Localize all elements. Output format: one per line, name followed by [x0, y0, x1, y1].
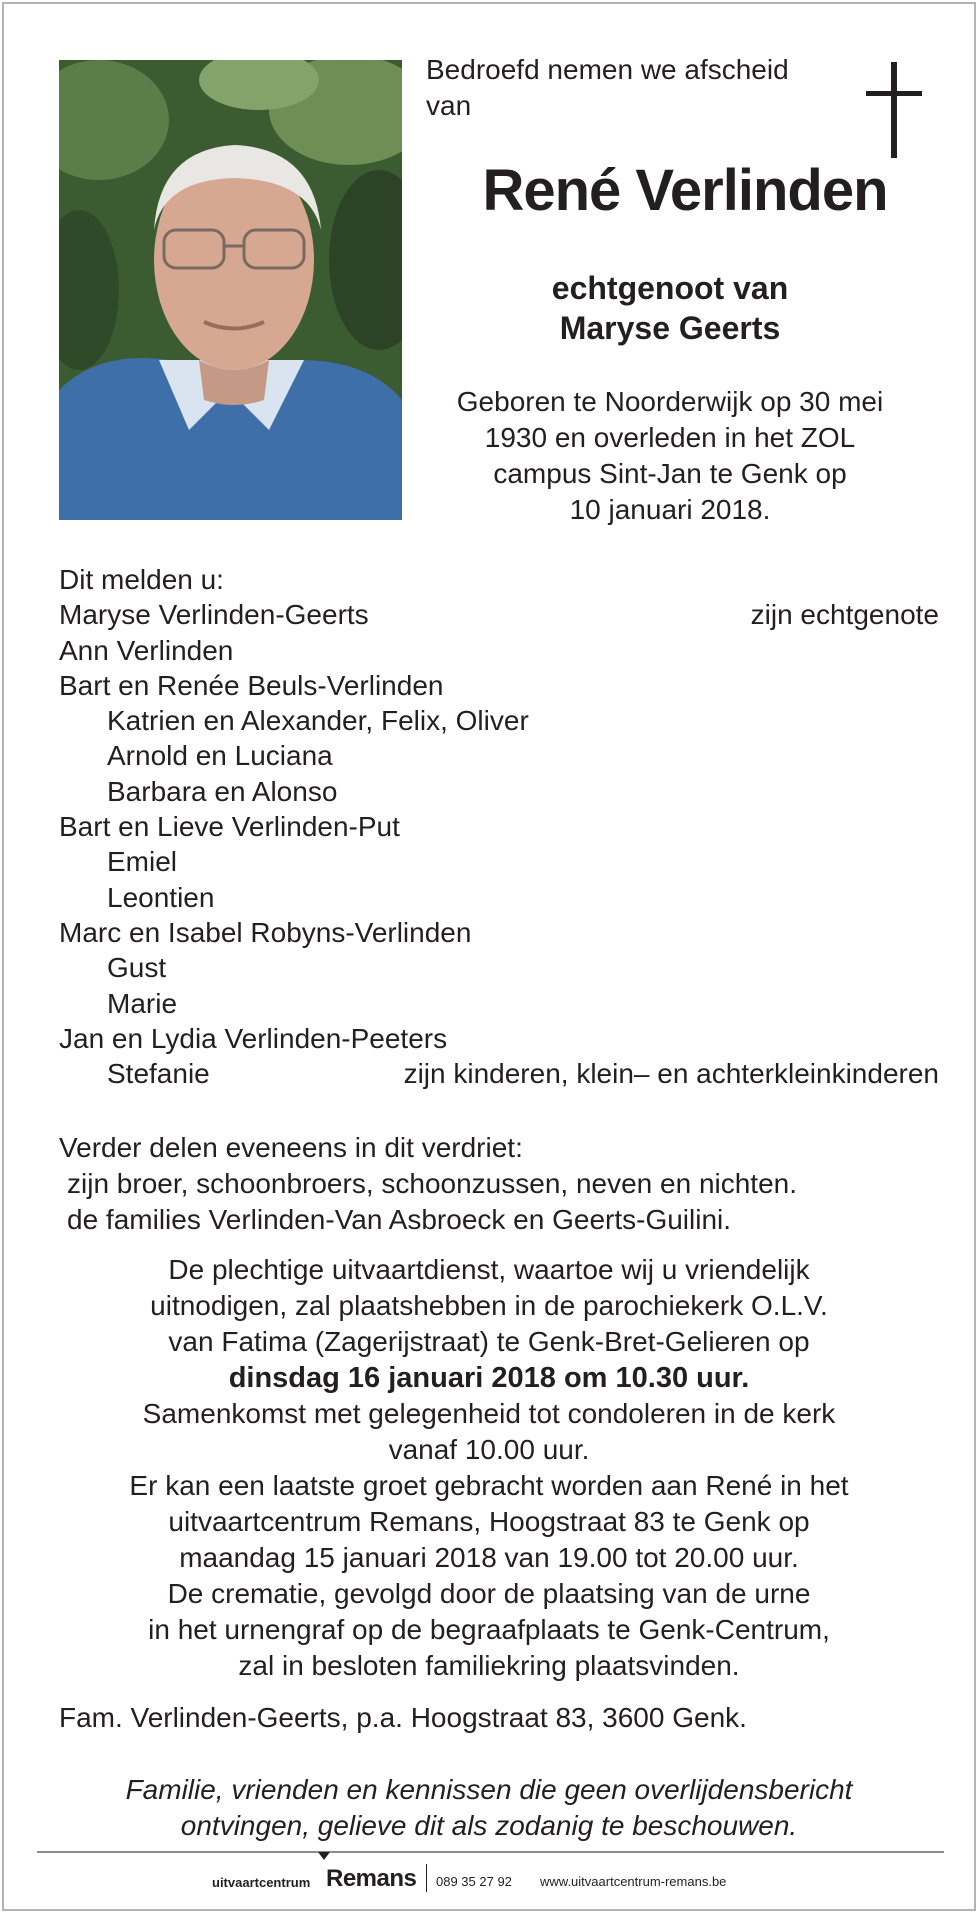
- birth-line: 1930 en overleden in het ZOL: [484, 422, 856, 453]
- footer-divider: [37, 1851, 944, 1853]
- triangle-marker-icon: [318, 1852, 330, 1860]
- family-list: [59, 562, 939, 1091]
- portrait-photo: [59, 60, 402, 520]
- family-entry: Jan en Lydia Verlinden-Peeters: [59, 1022, 448, 1054]
- service-line: in het urnengraf op de begraafplaats te Genk-Centrum,: [148, 1614, 830, 1645]
- family-entry-grandchild: Marie: [107, 987, 178, 1019]
- footer-phone: 089 35 27 92: [436, 1874, 512, 1889]
- share-line: de families Verlinden-Van Asbroeck en Geerts-Guilini.: [67, 1204, 732, 1235]
- intro-line-1: Bedroefd nemen we afscheid: [426, 54, 789, 85]
- service-line: De plechtige uitvaartdienst, waartoe wij u vriendelijk: [168, 1254, 810, 1285]
- footer-brand-name: Remans: [326, 1865, 417, 1892]
- spouse-label: echtgenoot van: [551, 270, 789, 306]
- family-entry-relation: zijn echtgenote: [750, 599, 939, 631]
- notice-line: Familie, vrienden en kennissen die geen overlijdensbericht: [125, 1774, 853, 1805]
- family-entry: Ann Verlinden: [59, 634, 234, 666]
- service-date: dinsdag 16 januari 2018 om 10.30 uur.: [228, 1362, 750, 1394]
- share-grief-block: [59, 1130, 939, 1238]
- family-entry-grandchild: Leontien: [107, 881, 215, 913]
- spouse-name: Maryse Geerts: [559, 310, 781, 346]
- family-entry-grandchild: Katrien en Alexander, Felix, Oliver: [107, 705, 529, 737]
- notice-line: ontvingen, gelieve dit als zodanig te beschouwen.: [180, 1810, 798, 1841]
- share-heading: Verder delen eveneens in dit verdriet:: [59, 1132, 523, 1163]
- family-entry-relation: zijn kinderen, klein– en achterkleinkinderen: [403, 1058, 939, 1090]
- footer: [212, 1858, 772, 1898]
- intro-text: [426, 52, 856, 124]
- service-line: maandag 15 januari 2018 van 19.00 tot 20.00 uur.: [179, 1542, 799, 1573]
- family-entry-grandchild: Barbara en Alonso: [107, 775, 338, 807]
- service-line: uitvaartcentrum Remans, Hoogstraat 83 te Genk op: [168, 1506, 810, 1537]
- share-line: zijn broer, schoonbroers, schoonzussen, neven en nichten.: [67, 1168, 798, 1199]
- family-entry: Bart en Renée Beuls-Verlinden: [59, 669, 444, 701]
- family-address: Fam. Verlinden-Geerts, p.a. Hoogstraat 83, 3600 Genk.: [59, 1702, 747, 1733]
- family-entry-grandchild: Arnold en Luciana: [107, 740, 333, 772]
- family-entry: [59, 597, 939, 632]
- footer-brand-small: uitvaartcentrum: [212, 1875, 311, 1890]
- spouse-block: [470, 268, 870, 348]
- service-info: [59, 1252, 919, 1684]
- family-entry: Marc en Isabel Robyns-Verlinden: [59, 916, 472, 948]
- service-line: Er kan een laatste groet gebracht worden aan René in het: [129, 1470, 849, 1501]
- intro-line-2: van: [426, 90, 472, 121]
- birth-line: 10 januari 2018.: [569, 494, 771, 525]
- family-entry-grandchild: [59, 1056, 939, 1091]
- service-line: De crematie, gevolgd door de plaatsing van de urne: [167, 1578, 811, 1609]
- family-entry-grandchild: Gust: [107, 952, 167, 984]
- family-heading: Dit melden u:: [59, 564, 224, 595]
- service-line: van Fatima (Zagerijstraat) te Genk-Bret-Gelieren op: [168, 1326, 810, 1357]
- service-line: zal in besloten familiekring plaatsvinden.: [238, 1650, 740, 1681]
- family-entry: Bart en Lieve Verlinden-Put: [59, 811, 400, 843]
- service-line: Samenkomst met gelegenheid tot condoleren in de kerk: [142, 1398, 836, 1429]
- deceased-name: René Verlinden: [482, 158, 888, 223]
- footer-website[interactable]: www.uitvaartcentrum-remans.be: [540, 1874, 727, 1889]
- closing-notice: [59, 1772, 919, 1844]
- service-line: vanaf 10.00 uur.: [388, 1434, 590, 1465]
- footer-separator: [426, 1864, 427, 1892]
- birth-line: Geboren te Noorderwijk op 30 mei: [456, 386, 884, 417]
- cross-icon: [864, 62, 924, 160]
- birth-line: campus Sint-Jan te Genk op: [493, 458, 847, 489]
- service-line: uitnodigen, zal plaatshebben in de parochiekerk O.L.V.: [150, 1290, 828, 1321]
- family-entry-name: Stefanie: [107, 1058, 210, 1090]
- family-entry-name: Maryse Verlinden-Geerts: [59, 599, 369, 631]
- family-entry-grandchild: Emiel: [107, 846, 178, 878]
- birth-death-info: [430, 384, 910, 528]
